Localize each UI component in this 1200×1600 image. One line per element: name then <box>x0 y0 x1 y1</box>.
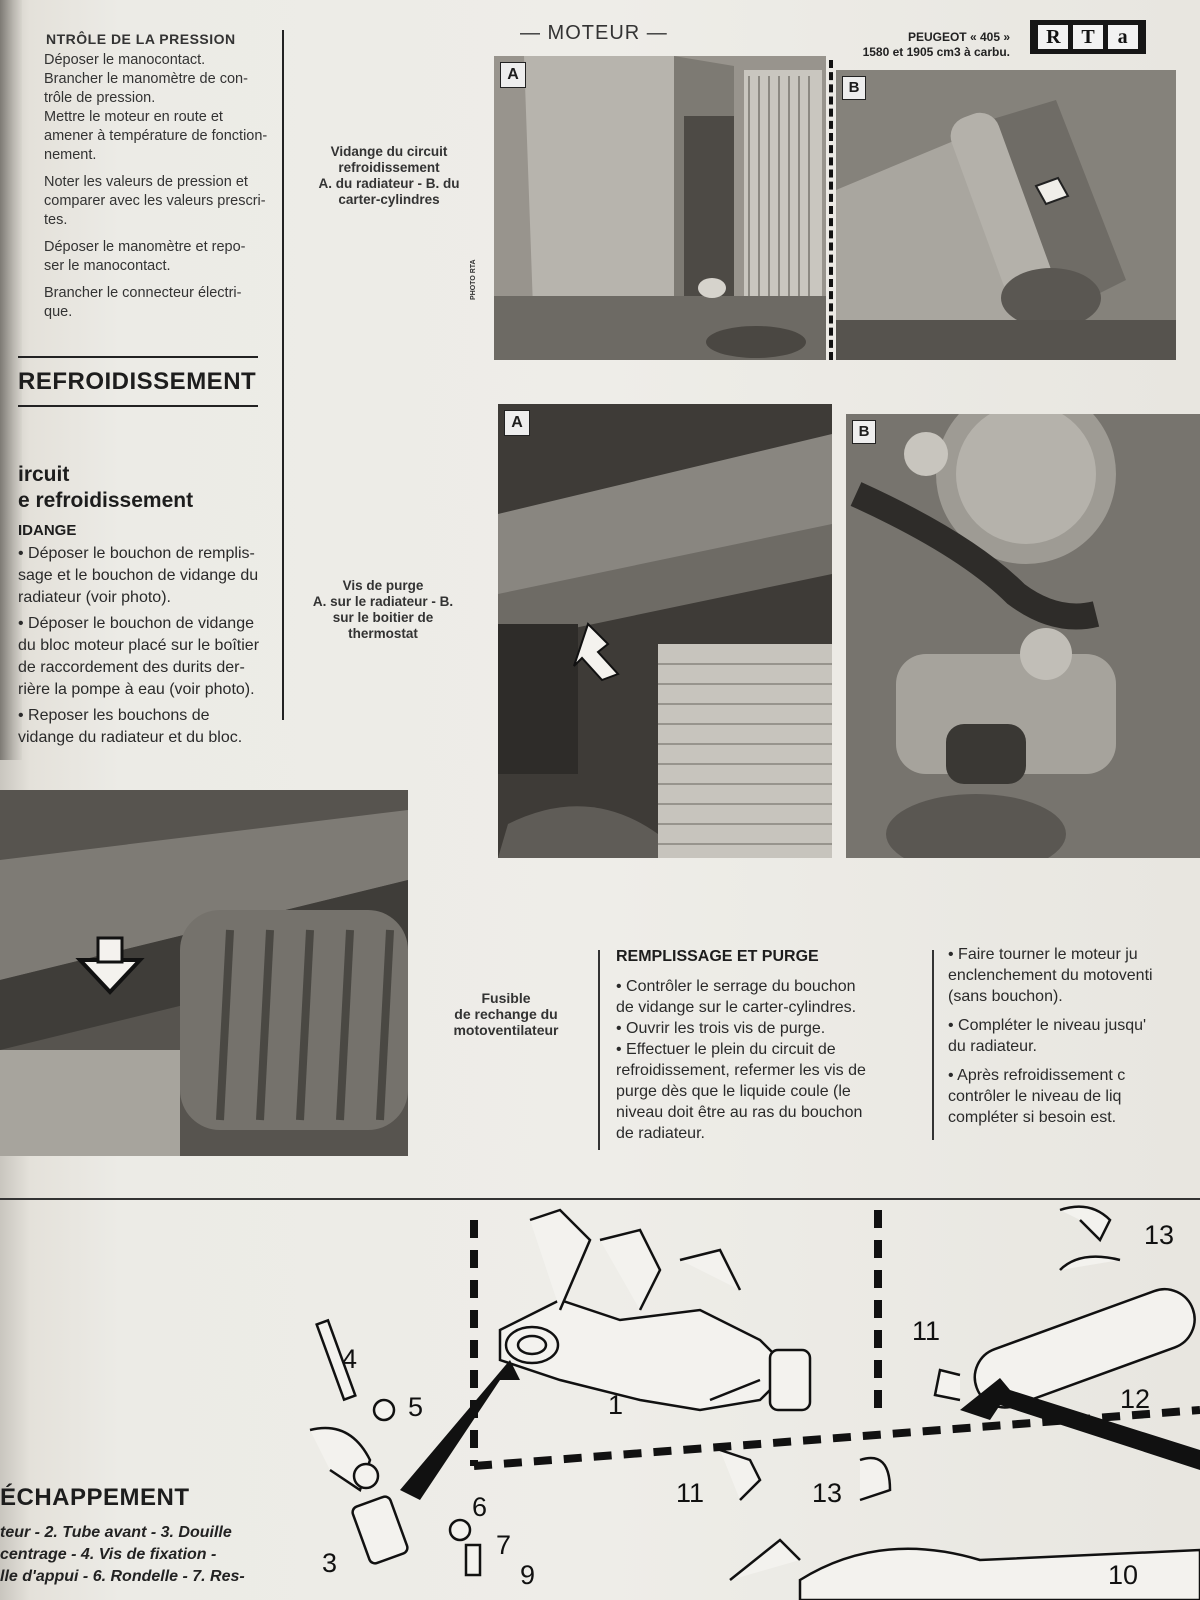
section-rule-bottom <box>18 405 258 407</box>
photo-vidange-carter <box>836 70 1176 360</box>
remplissage-line: • Effectuer le plein du circuit de <box>616 1041 836 1058</box>
caption-line: A. du radiateur - B. du <box>318 176 460 191</box>
pression-line: Déposer le manomètre et repo- <box>44 239 246 255</box>
remplissage-line: • Ouvrir les trois vis de purge. <box>616 1020 826 1037</box>
part-number: 9 <box>520 1560 536 1590</box>
model-line-1: PEUGEOT « 405 » <box>907 30 1010 44</box>
pression-line: ser le manocontact. <box>44 258 171 274</box>
caption-line: Fusible <box>481 990 531 1006</box>
part-number: 13 <box>1144 1220 1175 1250</box>
photo-label-a: A <box>504 410 530 436</box>
caption-line: Vis de purge <box>342 578 424 593</box>
caption-line: A. sur le radiateur - B. <box>312 594 454 609</box>
pression-line: Brancher le manomètre de con- <box>44 71 248 87</box>
photo-vidange-radiateur-art <box>494 56 826 360</box>
circuit-heading <box>18 462 193 514</box>
photo-purge-thermostat-art <box>846 414 1200 858</box>
photo-credit: PHOTO RTA <box>470 259 477 300</box>
vidange-line: sage et le bouchon de vidange du <box>18 567 259 584</box>
pression-line: amener à température de fonction- <box>44 128 268 144</box>
caption-line: carter-cylindres <box>338 192 440 207</box>
circuit-line-2: e refroidissement <box>18 489 194 512</box>
vidange-line: • Déposer le bouchon de vidange <box>18 615 254 632</box>
part-number: 10 <box>1108 1560 1139 1590</box>
part-number: 7 <box>496 1530 512 1560</box>
vidange-text <box>18 544 264 750</box>
photo-vidange-radiateur <box>494 56 826 360</box>
caption-line: sur le boitier de <box>332 610 434 625</box>
logo-letter-r: R <box>1038 25 1068 49</box>
pression-line: nement. <box>44 147 97 163</box>
part-number: 6 <box>472 1492 488 1522</box>
logo-letter-t: T <box>1073 25 1103 49</box>
vidange-line: rière la pompe à eau (voir photo). <box>18 681 255 698</box>
caption-line: thermostat <box>348 626 418 641</box>
part-number: 13 <box>812 1478 843 1508</box>
caption-purge <box>284 578 482 642</box>
remplissage-line: enclenchement du motoventi <box>948 967 1153 984</box>
photo-label-a: A <box>500 62 526 88</box>
echappement-legend <box>0 1522 260 1588</box>
caption-fusible <box>428 990 584 1038</box>
section-header: — MOTEUR — <box>520 22 668 44</box>
photo-vidange-carter-art <box>836 70 1176 360</box>
part-number: 11 <box>912 1316 941 1346</box>
section-rule-top <box>18 356 258 358</box>
remplissage-line: compléter si besoin est. <box>948 1109 1117 1126</box>
photo-purge-radiateur-art <box>498 404 832 858</box>
pression-line: Déposer le manocontact. <box>44 52 206 68</box>
photo-label-b: B <box>852 420 876 444</box>
part-number: 4 <box>342 1344 358 1374</box>
column-rule <box>932 950 934 1140</box>
logo-letter-a: a <box>1108 25 1138 49</box>
photo-purge-radiateur <box>498 404 832 858</box>
photo-purge-thermostat <box>846 414 1200 858</box>
remplissage-title: REMPLISSAGE ET PURGE <box>616 948 819 965</box>
vidange-line: radiateur (voir photo). <box>18 589 171 606</box>
remplissage-line: • Compléter le niveau jusqu' <box>948 1017 1147 1034</box>
remplissage-line: contrôler le niveau de liq <box>948 1088 1122 1105</box>
refroidissement-title: REFROIDISSEMENT <box>18 368 257 395</box>
photo-divider <box>829 60 833 360</box>
model-header <box>820 30 1010 60</box>
part-number: 5 <box>408 1392 424 1422</box>
remplissage-line: • Contrôler le serrage du bouchon <box>616 978 856 995</box>
remplissage-text <box>616 976 920 1144</box>
legend-line: teur - 2. Tube avant - 3. Douille <box>0 1524 232 1541</box>
remplissage-line: purge dès que le liquide coule (le <box>616 1083 851 1100</box>
vidange-line: • Déposer le bouchon de remplis- <box>18 545 255 562</box>
pression-line: Noter les valeurs de pression et <box>44 174 248 190</box>
remplissage-line: du radiateur. <box>948 1038 1037 1055</box>
pression-heading: NTRÔLE DE LA PRESSION <box>46 31 236 47</box>
remplissage-line: • Après refroidissement c <box>948 1067 1126 1084</box>
pression-line: Mettre le moteur en route et <box>44 109 223 125</box>
remplissage-line: refroidissement, refermer les vis de <box>616 1062 866 1079</box>
pression-line: trôle de pression. <box>44 90 156 106</box>
echappement-title: ÉCHAPPEMENT <box>0 1484 190 1511</box>
photo-fusible <box>0 790 408 1156</box>
remplissage-line: de vidange sur le carter-cylindres. <box>616 999 857 1016</box>
vidange-line: • Reposer les bouchons de <box>18 707 210 724</box>
caption-vidange <box>296 144 482 208</box>
pression-line: tes. <box>44 212 68 228</box>
remplissage-line: de radiateur. <box>616 1125 705 1142</box>
pression-line: Brancher le connecteur électri- <box>44 285 242 301</box>
part-number: 12 <box>1120 1384 1151 1414</box>
caption-line: refroidissement <box>338 160 440 175</box>
pression-line: comparer avec les valeurs prescri- <box>44 193 266 209</box>
legend-line: centrage - 4. Vis de fixation - <box>0 1546 217 1563</box>
vidange-line: du bloc moteur placé sur le boîtier <box>18 637 260 654</box>
pression-section <box>18 30 268 322</box>
model-line-2: 1580 et 1905 cm3 à carbu. <box>862 45 1010 59</box>
remplissage-line: niveau doit être au ras du bouchon <box>616 1104 863 1121</box>
part-number: 11 <box>676 1478 705 1508</box>
remplissage-text-right <box>948 944 1200 1136</box>
photo-label-b: B <box>842 76 866 100</box>
part-number: 1 <box>608 1390 624 1420</box>
rta-logo <box>1030 20 1146 54</box>
caption-line: de rechange du <box>454 1006 558 1022</box>
photo-fusible-art <box>0 790 408 1156</box>
legend-line: lle d'appui - 6. Rondelle - 7. Res- <box>0 1568 245 1585</box>
caption-line: Vidange du circuit <box>330 144 448 159</box>
caption-line: motoventilateur <box>453 1022 559 1038</box>
vidange-line: vidange du radiateur et du bloc. <box>18 729 243 746</box>
remplissage-line: (sans bouchon). <box>948 988 1063 1005</box>
column-rule <box>598 950 600 1150</box>
vidange-line: de raccordement des durits der- <box>18 659 245 676</box>
pression-line: que. <box>44 304 73 320</box>
circuit-line-1: ircuit <box>18 463 70 486</box>
remplissage-line: • Faire tourner le moteur ju <box>948 946 1138 963</box>
vidange-heading: IDANGE <box>18 522 77 539</box>
part-number: 3 <box>322 1548 338 1578</box>
